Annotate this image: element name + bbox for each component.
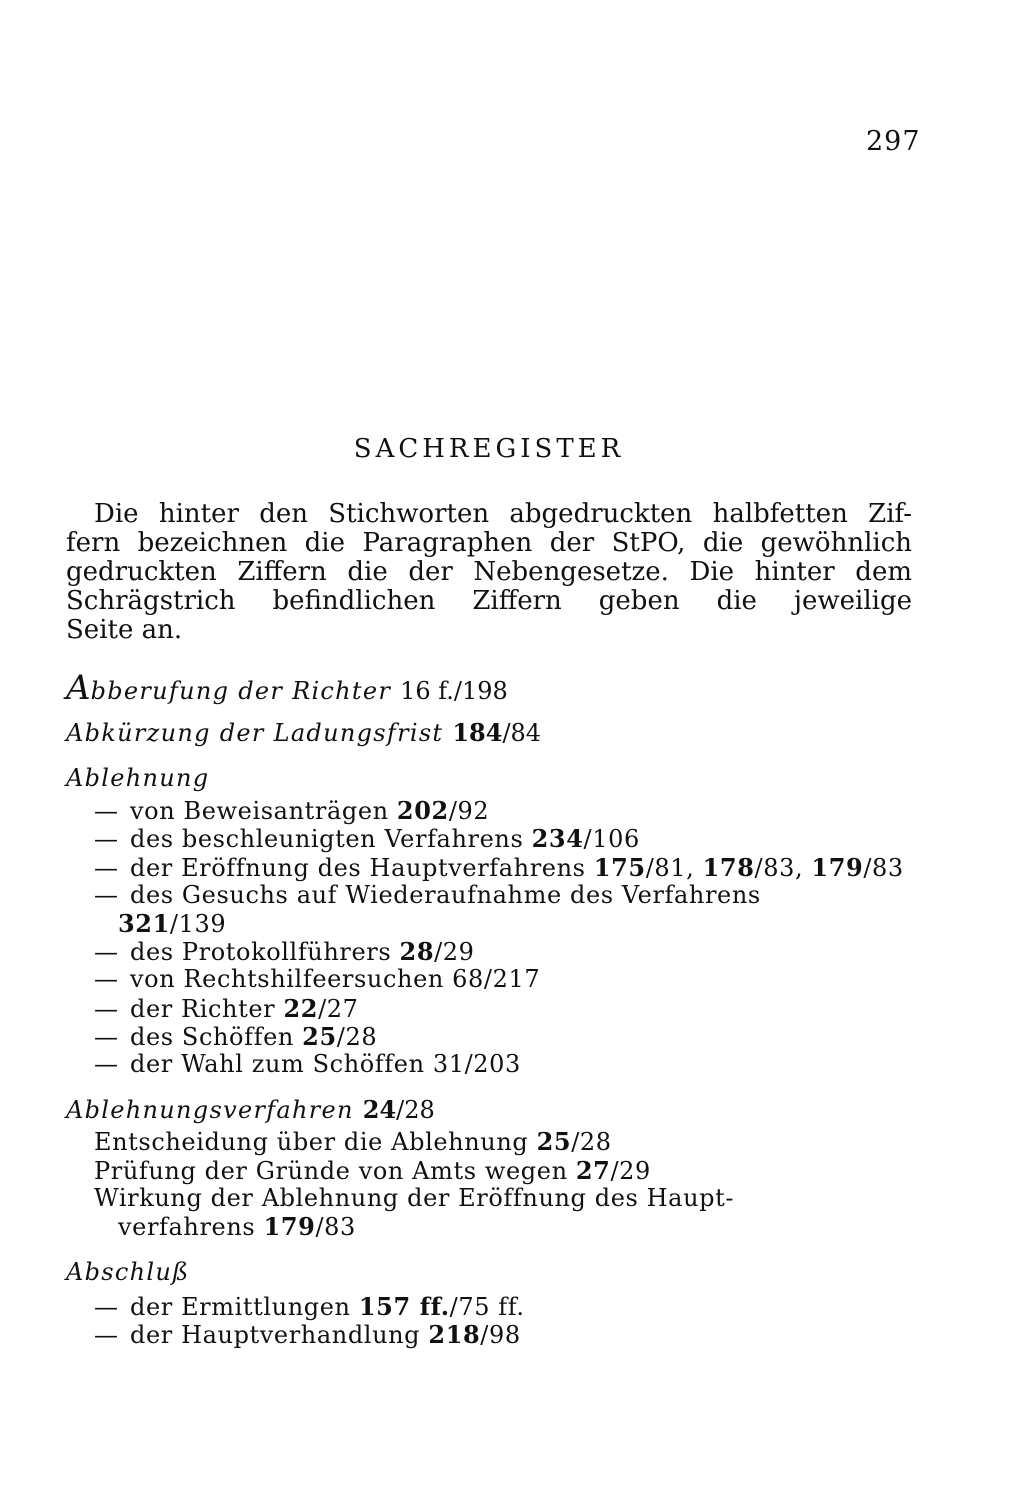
entry-ablehnungsverfahren: Ablehnungsverfahren 24/28 bbox=[66, 1095, 435, 1124]
entry-label: Ablehnungsverfahren bbox=[66, 1096, 354, 1124]
page-title: SACHREGISTER bbox=[353, 434, 625, 464]
entry-abberufung bbox=[66, 668, 508, 708]
entry-label: Abkürzung der Ladungsfrist bbox=[66, 719, 444, 747]
subentry-continuation: 321/139 bbox=[118, 909, 227, 938]
entry-label: Abschluß bbox=[66, 1258, 190, 1286]
entry-label: bberufung der Richter bbox=[90, 677, 392, 705]
intro-line: Schrägstrich befindlichen Ziffern geben die jeweilige bbox=[66, 586, 912, 616]
subentry: — der Ermittlungen 157 ff./75 ff. bbox=[94, 1292, 525, 1321]
page-number: 297 bbox=[866, 126, 921, 157]
entry-abschluss bbox=[66, 1258, 189, 1286]
entry-label: Ablehnung bbox=[66, 764, 210, 792]
subentry: Entscheidung über die Ablehnung 25/28 bbox=[94, 1127, 612, 1156]
subentry: — der Eröffnung des Hauptverfahrens 175/81, 178/83, 179/83 bbox=[94, 853, 904, 882]
entry-abkuerzung bbox=[66, 718, 541, 747]
subentry: Wirkung der Ablehnung der Eröffnung des Haupt- bbox=[94, 1184, 735, 1212]
subentry: — des Protokollführers 28/29 bbox=[94, 937, 475, 966]
intro-line: Die hinter den Stichworten abgedruckten halbfetten Zif- bbox=[94, 499, 912, 529]
subentry: Prüfung der Gründe von Amts wegen 27/29 bbox=[94, 1156, 651, 1185]
subentry: — des Gesuchs auf Wiederaufnahme des Verfahrens bbox=[94, 881, 761, 909]
intro-line: fern bezeichnen die Paragraphen der StPO, die gewöhnlich bbox=[66, 528, 912, 558]
entry-initial: A bbox=[66, 668, 91, 708]
subentry-continuation: verfahrens 179/83 bbox=[118, 1212, 356, 1241]
entry-reference: 16 f./198 bbox=[400, 677, 508, 705]
subentry: — des beschleunigten Verfahrens 234/106 bbox=[94, 824, 640, 853]
subentry: — von Rechtshilfeersuchen 68/217 bbox=[94, 965, 541, 993]
subentry: — der Wahl zum Schöffen 31/203 bbox=[94, 1050, 521, 1078]
intro-line: gedruckten Ziffern die der Nebengesetze. Die hinter dem bbox=[66, 557, 912, 587]
reference-page: /84 bbox=[502, 719, 542, 747]
subentry: — von Beweisanträgen 202/92 bbox=[94, 796, 490, 825]
reference-paragraph: 184 bbox=[452, 718, 503, 747]
intro-line: Seite an. bbox=[66, 615, 183, 645]
subentry: — der Richter 22/27 bbox=[94, 994, 359, 1023]
subentry: — der Hauptverhandlung 218/98 bbox=[94, 1320, 521, 1349]
subentry: — des Schöffen 25/28 bbox=[94, 1022, 378, 1051]
intro-paragraph bbox=[66, 500, 912, 645]
entry-ablehnung bbox=[66, 764, 209, 792]
